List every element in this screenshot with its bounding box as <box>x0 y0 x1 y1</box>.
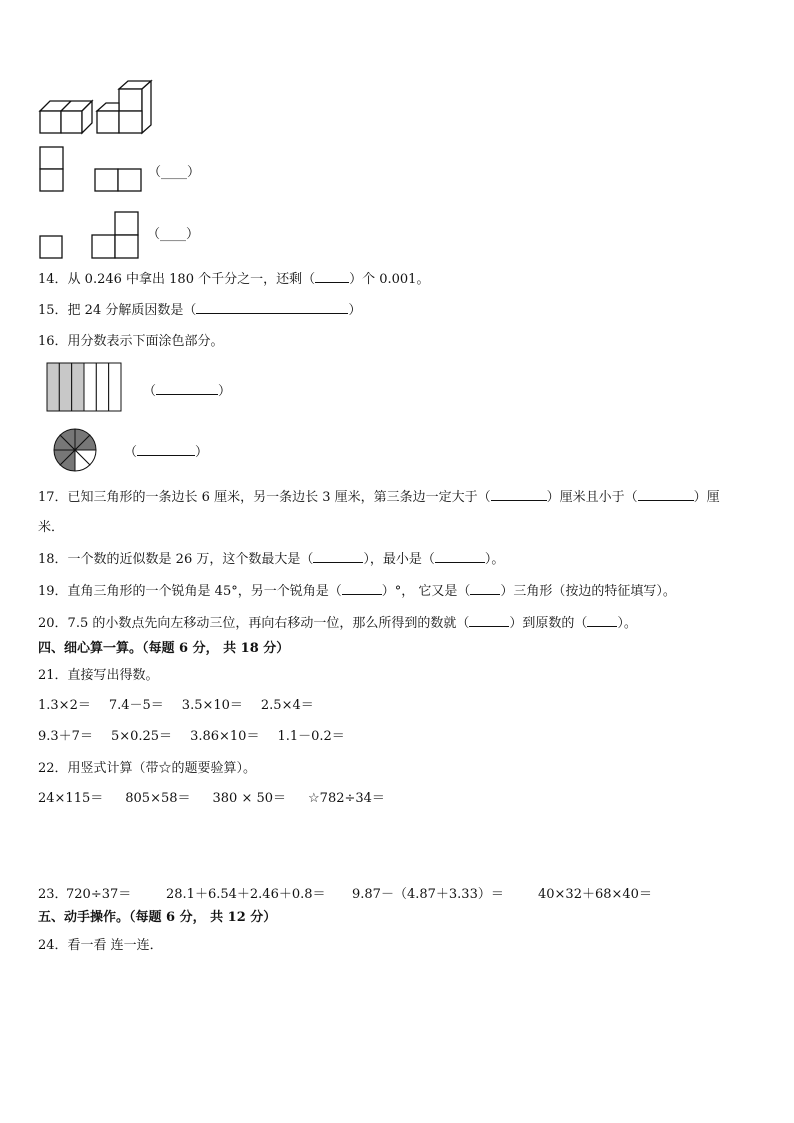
view-horizontal-two-squares <box>95 169 143 192</box>
q20-blank-change[interactable] <box>469 614 509 627</box>
q16-circle-blank[interactable]: （ ） <box>124 445 209 460</box>
question-21: 21．直接写出得数。 <box>38 668 159 683</box>
shaded-circle-figure <box>53 428 97 472</box>
calc-item: 805×58＝ <box>125 791 191 806</box>
q17-blank-max[interactable] <box>638 488 694 501</box>
cube-figure-left <box>40 94 90 136</box>
bar-segment <box>84 363 96 411</box>
question-19: 19．直角三角形的一个锐角是 45°，另一个锐角是（ ）°， 它又是（ ）三角形（按边的特征填写）。 <box>38 584 676 599</box>
question-14: 14．从 0.246 中拿出 180 个千分之一，还剩（ ）个 0.001。 <box>38 272 430 287</box>
bar-segment-shaded <box>47 363 59 411</box>
q23-item-1: 720÷37＝ <box>66 887 132 902</box>
q22-items <box>38 790 403 808</box>
bar-segment <box>96 363 108 411</box>
q21-row-1 <box>38 697 332 715</box>
cube-figure-right <box>97 80 157 136</box>
bar-segment-shaded <box>72 363 84 411</box>
question-15: 15．把 24 分解质因数是（ ） <box>38 303 362 318</box>
calc-item: 1.1－0.2＝ <box>277 729 345 744</box>
q23-item-3: 9.87－（4.87＋3.33）＝ <box>352 887 504 902</box>
question-20: 20．7.5 的小数点先向左移动三位，再向右移动一位，那么所得到的数就（ ）到原数的（ ）。 <box>38 616 637 631</box>
view-single-square <box>40 236 64 259</box>
calc-item: 24×115＝ <box>38 791 104 806</box>
q23-item-4: 40×32＋68×40＝ <box>538 887 652 902</box>
calc-item: 3.86×10＝ <box>190 729 260 744</box>
q21-row-2 <box>38 728 363 746</box>
bar-segment <box>109 363 121 411</box>
q13-blank-b[interactable]: （____） <box>147 227 200 242</box>
q19-blank-type[interactable] <box>470 582 500 595</box>
q18-blank-min[interactable] <box>435 550 485 563</box>
q13-blank-a[interactable]: （____） <box>148 165 201 180</box>
calc-item: 380 × 50＝ <box>212 791 287 806</box>
q18-blank-max[interactable] <box>313 550 363 563</box>
shaded-bar-figure <box>47 363 123 413</box>
bar-segment-shaded <box>59 363 71 411</box>
calc-item: 2.5×4＝ <box>260 698 314 713</box>
view-l-shape <box>92 212 140 259</box>
q23-item-2: 28.1＋6.54＋2.46＋0.8＝ <box>166 887 326 902</box>
calc-item: 3.5×10＝ <box>181 698 243 713</box>
question-17: 17．已知三角形的一条边长 6 厘米，另一条边长 3 厘米，第三条边一定大于（ ）厘米且小于（ ）厘 <box>38 490 720 505</box>
calc-item: 5×0.25＝ <box>110 729 173 744</box>
q19-blank-angle[interactable] <box>342 582 382 595</box>
question-17-continued: 米． <box>38 520 65 535</box>
q17-blank-min[interactable] <box>491 488 547 501</box>
q14-answer-blank[interactable] <box>315 270 349 283</box>
view-vertical-two-squares <box>40 147 64 192</box>
question-16: 16．用分数表示下面涂色部分。 <box>38 334 224 349</box>
q16-bar-blank[interactable]: （ ） <box>143 384 232 399</box>
calc-item: 9.3＋7＝ <box>38 729 93 744</box>
calc-item: 7.4－5＝ <box>108 698 164 713</box>
q20-blank-ratio[interactable] <box>587 614 617 627</box>
question-24: 24．看一看 连一连． <box>38 938 163 953</box>
question-18: 18．一个数的近似数是 26 万，这个数最大是（ ），最小是（ ）。 <box>38 552 505 567</box>
question-23-number: 23． <box>38 887 68 902</box>
calc-item: 1.3×2＝ <box>38 698 91 713</box>
section-4-title: 四、细心算一算。（每题 6 分， 共 18 分） <box>38 641 290 656</box>
q15-answer-blank[interactable] <box>196 301 348 314</box>
calc-item: ☆782÷34＝ <box>308 791 385 806</box>
section-5-title: 五、动手操作。（每题 6 分， 共 12 分） <box>38 910 277 925</box>
question-22: 22．用竖式计算（带☆的题要验算）。 <box>38 761 257 776</box>
